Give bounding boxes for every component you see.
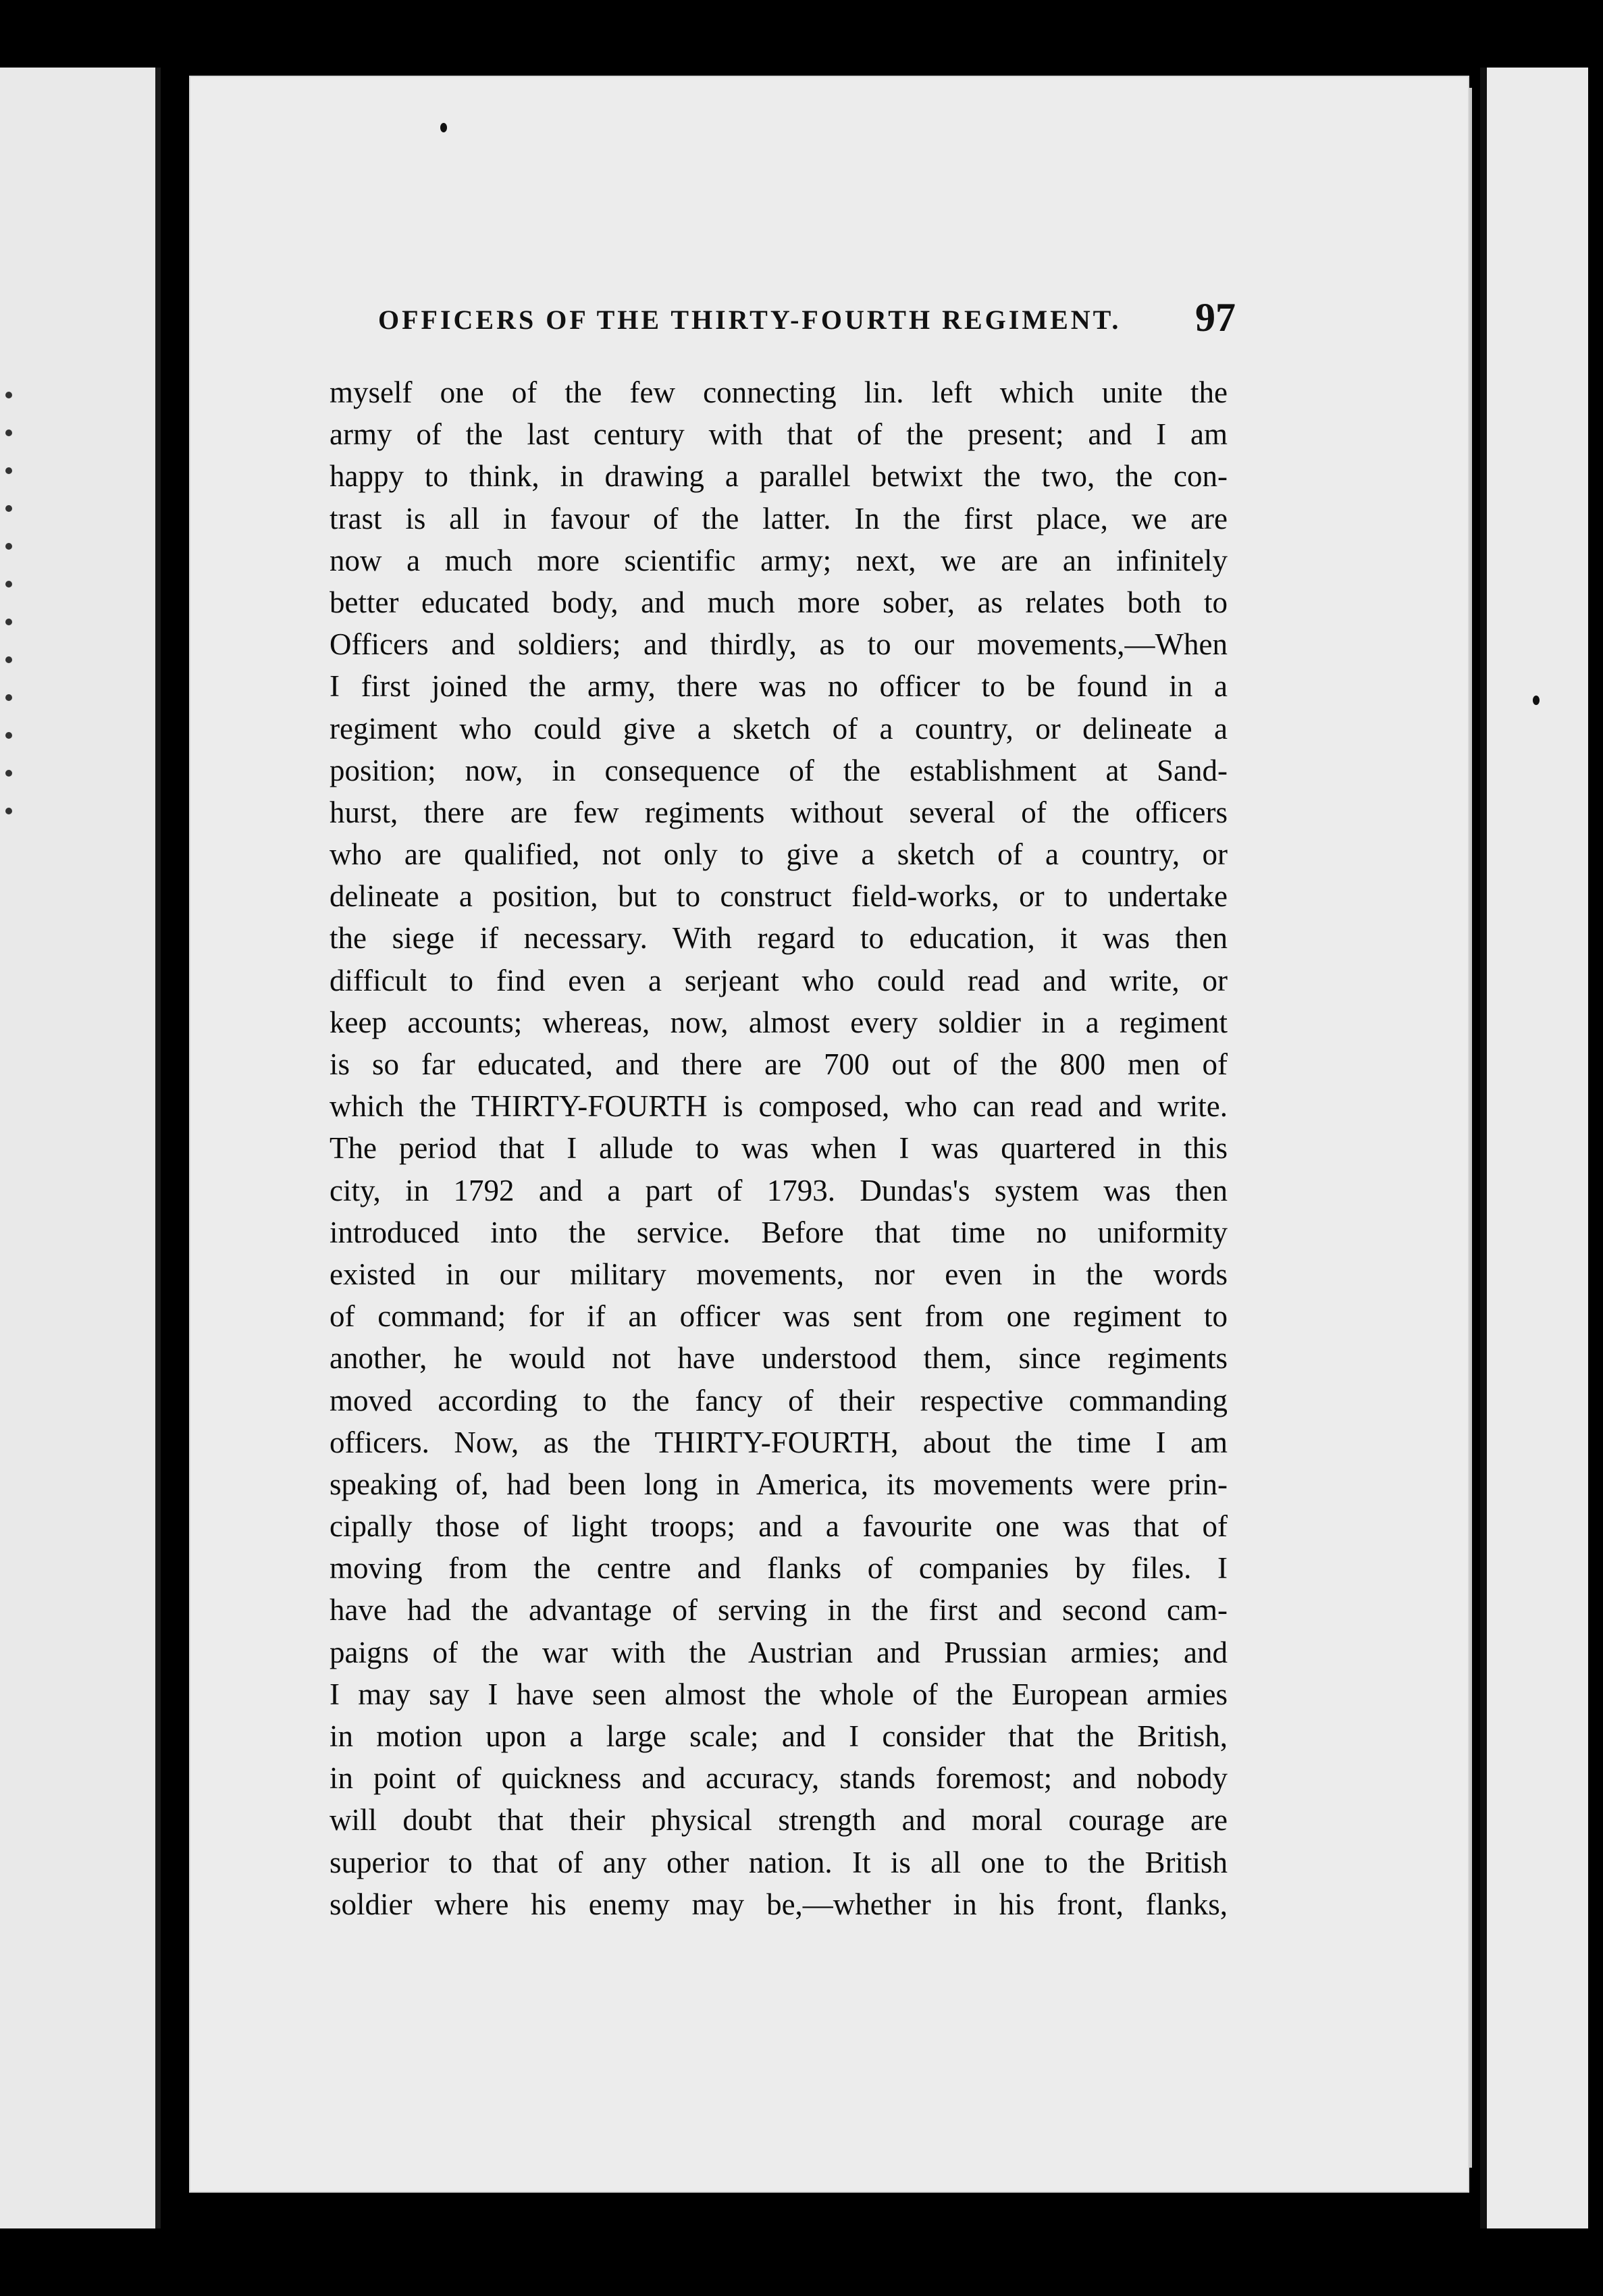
text-line: in point of quickness and accuracy, stands foremost; and nobody bbox=[330, 1761, 1228, 1796]
text-line: which the THIRTY-FOURTH is composed, who can read and write. bbox=[330, 1089, 1228, 1124]
bleed-through-marks bbox=[5, 392, 16, 837]
text-line: trast is all in favour of the latter. In the first place, we are bbox=[330, 501, 1228, 536]
text-line: is so far educated, and there are 700 out of the 800 men of bbox=[330, 1047, 1228, 1081]
text-line: speaking of, had been long in America, its movements were prin- bbox=[330, 1467, 1228, 1501]
text-line: better educated body, and much more sober, as relates both to bbox=[330, 585, 1228, 619]
page-header bbox=[378, 297, 1236, 351]
text-line: position; now, in consequence of the establishment at Sand- bbox=[330, 753, 1228, 787]
text-line: the siege if necessary. With regard to education, it was then bbox=[330, 921, 1228, 956]
text-line: I may say I have seen almost the whole of the European armies bbox=[330, 1677, 1228, 1711]
text-line: army of the last century with that of the present; and I am bbox=[330, 417, 1228, 452]
text-line: city, in 1792 and a part of 1793. Dundas's system was then bbox=[330, 1173, 1228, 1207]
text-line: Officers and soldiers; and thirdly, as to our movements,—When bbox=[330, 627, 1228, 662]
text-line: in motion upon a large scale; and I consider that the British, bbox=[330, 1719, 1228, 1753]
text-line: cipally those of light troops; and a favourite one was that of bbox=[330, 1509, 1228, 1544]
text-line: keep accounts; whereas, now, almost every soldier in a regiment bbox=[330, 1005, 1228, 1039]
text-line: happy to think, in drawing a parallel betwixt the two, the con- bbox=[330, 459, 1228, 494]
text-line: introduced into the service. Before that time no uniformity bbox=[330, 1215, 1228, 1249]
text-line: of command; for if an officer was sent from one regiment to bbox=[330, 1299, 1228, 1334]
text-line: I first joined the army, there was no officer to be found in a bbox=[330, 669, 1228, 704]
ink-speck bbox=[1533, 696, 1540, 705]
text-line: hurst, there are few regiments without several of the officers bbox=[330, 795, 1228, 829]
text-line: have had the advantage of serving in the first and second cam- bbox=[330, 1593, 1228, 1627]
text-line: moved according to the fancy of their respective commanding bbox=[330, 1383, 1228, 1417]
text-line: soldier where his enemy may be,—whether in his front, flanks, bbox=[330, 1887, 1228, 1921]
text-line: another, he would not have understood them, since regiments bbox=[330, 1341, 1228, 1376]
running-head: OFFICERS OF THE THIRTY-FOURTH REGIMENT. bbox=[378, 305, 1122, 335]
text-line: paigns of the war with the Austrian and Prussian armies; and bbox=[330, 1635, 1228, 1669]
ink-speck bbox=[440, 123, 447, 132]
text-line: delineate a position, but to construct field-works, or to undertake bbox=[330, 879, 1228, 914]
text-line: moving from the centre and flanks of companies by files. I bbox=[330, 1551, 1228, 1586]
text-line: superior to that of any other nation. It is all one to the British bbox=[330, 1845, 1228, 1879]
text-line: The period that I allude to was when I was quartered in this bbox=[330, 1131, 1228, 1166]
text-line: who are qualified, not only to give a sketch of a country, or bbox=[330, 837, 1228, 872]
adjacent-page-left-edge bbox=[0, 68, 161, 2228]
page-fold-shadow bbox=[1469, 88, 1472, 2168]
adjacent-page-right-edge bbox=[1480, 68, 1588, 2228]
text-line: myself one of the few connecting lin. left which unite the bbox=[330, 375, 1228, 409]
body-text bbox=[330, 371, 1228, 1925]
page-number: 97 bbox=[1195, 295, 1236, 340]
text-line: now a much more scientific army; next, we are an infinitely bbox=[330, 543, 1228, 577]
text-line: regiment who could give a sketch of a country, or delineate a bbox=[330, 711, 1228, 746]
text-line: existed in our military movements, nor even in the words bbox=[330, 1257, 1228, 1291]
text-line: officers. Now, as the THIRTY-FOURTH, about the time I am bbox=[330, 1425, 1228, 1459]
text-line: difficult to find even a serjeant who could read and write, or bbox=[330, 963, 1228, 997]
text-line: will doubt that their physical strength and moral courage are bbox=[330, 1803, 1228, 1837]
